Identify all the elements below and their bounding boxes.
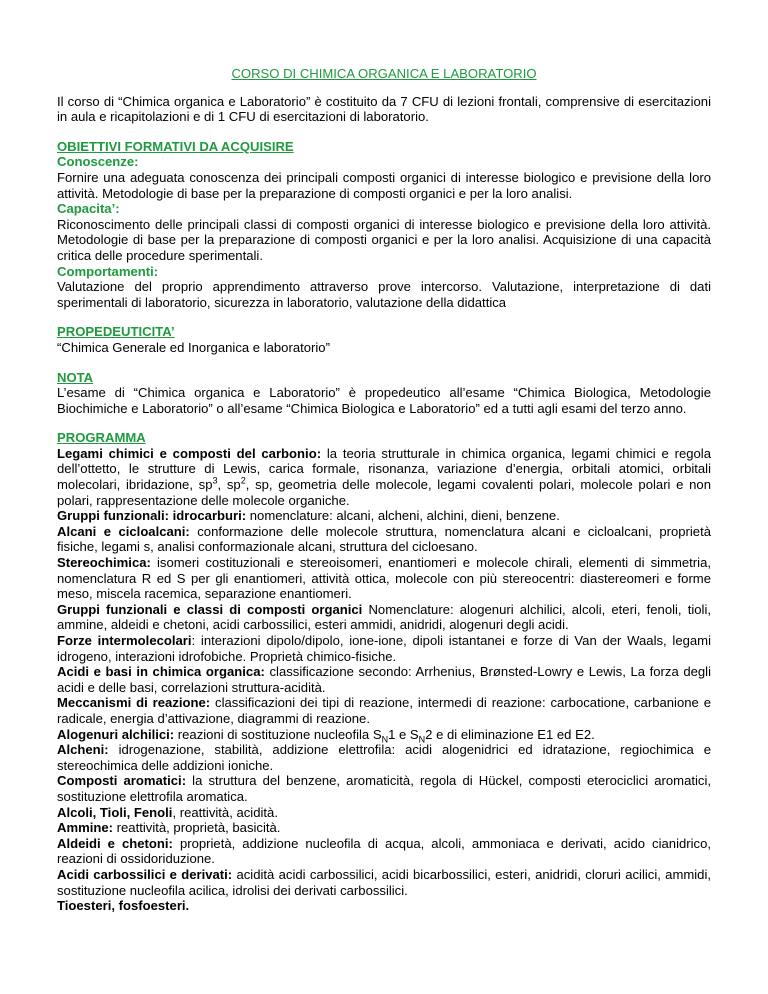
programma-item: Legami chimici e composti del carbonio: la teoria strutturale in chimica organica, legami chimici e regola dell’ottetto, le strutture di Lewis, carica formale, risonanza, variazione d’energia, orbitali atomici, orbitali molecolari, ibridazione, $sp^3$, $sp^2$, sp, geometria delle molecole, legami covalenti polari, molecole polari e non polari, rappresentazione delle molecole organiche. [57,445,712,508]
programma-item-label: Gruppi funzionali: idrocarburi: [57,508,247,524]
programma-item: Aldeidi e chetoni: proprietà, addizione nucleofila di acqua, alcoli, ammoniaca e derivati, acido cianidrico, reazioni di ossidoriduzione. [57,835,711,867]
document-title: CORSO DI CHIMICA ORGANICA E LABORATORIO [231,66,537,81]
programma-item: Acidi carbossilici e derivati: acidità acidi carbossilici, acidi bicarbossilici, esteri, anidridi, cloruri acilici, ammidi, sostituzione nucleofila acilica, idrolisi dei derivati carbossilici. [57,866,711,898]
obiettivi-heading: OBIETTIVI FORMATIVI DA ACQUISIRE [57,138,294,154]
nota-text: L’esame di “Chimica organica e Laboratorio” è propedeutico all’esame “Chimica Biologica, Metodologie Biochimiche e Laboratorio” o all’esame “Chimica Biologica e Laboratorio” ed a tutti agli esami del terzo anno. [57,385,711,416]
programma-item: Acidi e basi in chimica organica: classificazione secondo: Arrhenius, Brønsted-Lowry e Lewis, La forza degli acidi e delle basi, correlazioni struttura-acidità. [57,664,711,695]
programma-item: Alogenuri alchilici: reazioni di sostituzione nucleofila $S_N1$ e $S_N2$ e di eliminazione E1 ed E2. [57,726,595,745]
programma-item-label: Alcani e cicloalcani: [57,523,190,539]
programma-item-label: Forze intermolecolari [57,633,192,648]
comportamenti-label: Comportamenti: [57,263,159,279]
intro-paragraph: Il corso di “Chimica organica e Laboratorio” è costituito da 7 CFU di lezioni frontali, comprensive di esercitazioni in aula e ricapitolazioni e di 1 CFU di esercitazioni di laboratorio. [57,93,711,125]
programma-item-label: Alogenuri alchilici: [57,726,175,742]
programma-item-label: Acidi carbossilici e derivati: [57,866,233,882]
programma-item: Gruppi funzionali: idrocarburi: nomenclature: alcani, alcheni, alchini, dieni, benzene. [57,508,560,524]
capacita-text: Riconoscimento delle principali classi di composti organici di interesse biologico e previsione della loro attività. Metodologie di base per la preparazione di composti organici e per la loro analisi. Acquisizione di una capacità critica delle procedure sperimentali. [57,216,711,263]
programma-item-label: Alcheni: [57,742,109,758]
programma-item-label: Tioesteri, fosfoesteri. [57,898,190,914]
programma-item [57,898,711,914]
programma-item: Alcheni: idrogenazione, stabilità, addizione elettrofila: acidi alogenidrici ed idratazione, regiochimica e stereochimica delle addizioni ioniche. [57,742,711,773]
programma-item: Alcoli, Tioli, Fenoli, reattività, acidità. [57,804,278,820]
programma-item-label: Acidi e basi in chimica organica: [57,664,265,680]
programma-item: Gruppi funzionali e classi di composti organici Nomenclature: alogenuri alchilici, alcoli, eteri, fenoli, tioli, ammine, aldeidi e chetoni, acidi carbossilici, esteri ammidi, anidridi, alogenuri degli acidi. [57,601,711,633]
programma-item-label: Gruppi funzionali e classi di composti organici [57,601,363,617]
programma-item: Forze intermolecolari: interazioni dipolo/dipolo, ione-ione, dipoli istantanei e forze di Van der Waals, legami idrogeno, interazioni idrofobiche. Proprietà chimico-fisiche. [57,633,711,664]
comportamenti-text: Valutazione del proprio apprendimento attraverso prove intercorso. Valutazione, interpretazione di dati sperimentali di laboratorio, sicurezza in laboratorio, valutazione della didattica [57,279,711,310]
programma-item-label: Aldeidi e chetoni: [57,835,173,851]
capacita-label: Capacita’: [57,201,120,217]
document-page [57,66,711,914]
programma-item: Ammine: reattività, proprietà, basicità. [57,820,281,836]
nota-heading: NOTA [57,369,94,385]
programma-item: Composti aromatici: la struttura del benzene, aromaticità, regola di Hückel, composti eterociclici aromatici, sostituzione elettrofila aromatica. [57,773,711,804]
conoscenze-text: Fornire una adeguata conoscenza dei principali composti organici di interesse biologico e previsione della loro attività. Metodologie di base per la preparazione di composti organici e per la loro analisi. [57,169,711,201]
programma-item-label: Ammine: [57,820,114,836]
programma-item-label: Meccanismi di reazione: [57,695,211,711]
programma-item: Alcani e cicloalcani: conformazione delle molecole struttura, nomenclatura alcani e cicloalcani, proprietà fisiche, legami s, analisi conformazionale alcani, struttura del cicloesano. [57,523,712,555]
programma-item: Stereochimica: isomeri costituzionali e stereoisomeri, enantiomeri e molecole chirali, elementi di simmetria, nomenclatura R ed S per gli enantiomeri, attività ottica, molecole con più stereocentri: diastereomeri e forme meso, miscela racemica, separazione enantiomeri. [57,555,711,602]
programma-item-label: Composti aromatici: [57,773,187,789]
programma-heading: PROGRAMMA [57,430,146,446]
propedeuticita-text: “Chimica Generale ed Inorganica e laboratorio” [57,339,330,355]
conoscenze-label: Conoscenze: [57,154,139,170]
propedeuticita-heading: PROPEDEUTICITA’ [57,324,175,340]
programma-item-label: Stereochimica: [57,555,151,571]
programma-item-label: Alcoli, Tioli, Fenoli [57,804,173,820]
programma-item-label: Legami chimici e composti del carbonio: [57,445,322,461]
programma-item: Meccanismi di reazione: classificazioni dei tipi di reazione, intermedi di reazione: carbocatione, carbanione e radicale, energia d’attivazione, diagrammi di reazione. [57,695,711,726]
